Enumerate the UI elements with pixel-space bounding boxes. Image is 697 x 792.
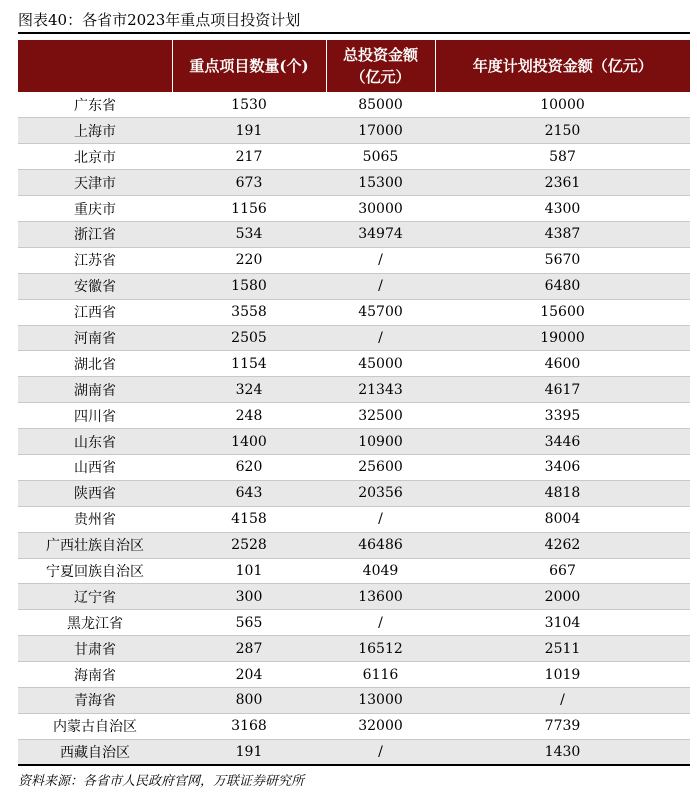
total-investment-cell: / bbox=[326, 273, 435, 299]
project-count-cell: 2528 bbox=[172, 532, 326, 558]
annual-investment-cell: 7739 bbox=[435, 713, 690, 739]
total-investment-cell: 15300 bbox=[326, 170, 435, 196]
total-investment-cell: 32000 bbox=[326, 713, 435, 739]
total-investment-cell: / bbox=[326, 325, 435, 351]
table-row bbox=[18, 713, 690, 739]
total-investment-cell: 4049 bbox=[326, 558, 435, 584]
annual-investment-cell: 667 bbox=[435, 558, 690, 584]
project-count-cell: 217 bbox=[172, 144, 326, 170]
total-investment-cell: 85000 bbox=[326, 92, 435, 118]
region-cell: 江西省 bbox=[18, 299, 172, 325]
annual-investment-cell: 2511 bbox=[435, 636, 690, 662]
annual-investment-cell: 4262 bbox=[435, 532, 690, 558]
annual-investment-cell: 10000 bbox=[435, 92, 690, 118]
region-cell: 江苏省 bbox=[18, 247, 172, 273]
region-cell: 四川省 bbox=[18, 403, 172, 429]
annual-investment-cell: 4300 bbox=[435, 196, 690, 222]
total-investment-cell: / bbox=[326, 247, 435, 273]
table-row bbox=[18, 454, 690, 480]
investment-table bbox=[18, 40, 690, 766]
project-count-cell: 620 bbox=[172, 454, 326, 480]
region-cell: 北京市 bbox=[18, 144, 172, 170]
project-count-cell: 204 bbox=[172, 662, 326, 688]
total-investment-cell: 17000 bbox=[326, 118, 435, 144]
region-cell: 黑龙江省 bbox=[18, 610, 172, 636]
annual-investment-cell: 6480 bbox=[435, 273, 690, 299]
column-header-region bbox=[18, 40, 172, 92]
region-cell: 山东省 bbox=[18, 429, 172, 455]
annual-investment-cell: / bbox=[435, 687, 690, 713]
project-count-cell: 1580 bbox=[172, 273, 326, 299]
annual-investment-cell: 4818 bbox=[435, 480, 690, 506]
annual-investment-cell: 587 bbox=[435, 144, 690, 170]
region-cell: 西藏自治区 bbox=[18, 739, 172, 765]
table-row bbox=[18, 558, 690, 584]
table-row bbox=[18, 92, 690, 118]
annual-investment-cell: 4600 bbox=[435, 351, 690, 377]
table-row bbox=[18, 506, 690, 532]
project-count-cell: 191 bbox=[172, 118, 326, 144]
project-count-cell: 300 bbox=[172, 584, 326, 610]
table-row bbox=[18, 351, 690, 377]
total-investment-cell: 34974 bbox=[326, 221, 435, 247]
total-investment-cell: / bbox=[326, 739, 435, 765]
region-cell: 陕西省 bbox=[18, 480, 172, 506]
column-header-total-investment: 总投资金额（亿元） bbox=[326, 40, 435, 92]
project-count-cell: 673 bbox=[172, 170, 326, 196]
region-cell: 内蒙古自治区 bbox=[18, 713, 172, 739]
table-row bbox=[18, 480, 690, 506]
region-cell: 广西壮族自治区 bbox=[18, 532, 172, 558]
total-investment-cell: 13600 bbox=[326, 584, 435, 610]
table-row bbox=[18, 325, 690, 351]
total-investment-cell: / bbox=[326, 610, 435, 636]
region-cell: 辽宁省 bbox=[18, 584, 172, 610]
project-count-cell: 1400 bbox=[172, 429, 326, 455]
total-investment-cell: 16512 bbox=[326, 636, 435, 662]
annual-investment-cell: 1019 bbox=[435, 662, 690, 688]
annual-investment-cell: 2361 bbox=[435, 170, 690, 196]
total-investment-cell: 32500 bbox=[326, 403, 435, 429]
total-investment-cell: 30000 bbox=[326, 196, 435, 222]
project-count-cell: 4158 bbox=[172, 506, 326, 532]
total-investment-cell: 20356 bbox=[326, 480, 435, 506]
region-cell: 海南省 bbox=[18, 662, 172, 688]
table-row bbox=[18, 636, 690, 662]
annual-investment-cell: 19000 bbox=[435, 325, 690, 351]
project-count-cell: 1530 bbox=[172, 92, 326, 118]
table-row bbox=[18, 377, 690, 403]
project-count-cell: 220 bbox=[172, 247, 326, 273]
annual-investment-cell: 3406 bbox=[435, 454, 690, 480]
table-row bbox=[18, 687, 690, 713]
table-row bbox=[18, 221, 690, 247]
region-cell: 浙江省 bbox=[18, 221, 172, 247]
table-row bbox=[18, 403, 690, 429]
table-row bbox=[18, 170, 690, 196]
total-investment-cell: 10900 bbox=[326, 429, 435, 455]
project-count-cell: 534 bbox=[172, 221, 326, 247]
project-count-cell: 643 bbox=[172, 480, 326, 506]
total-investment-cell: / bbox=[326, 506, 435, 532]
table-row bbox=[18, 273, 690, 299]
region-cell: 重庆市 bbox=[18, 196, 172, 222]
project-count-cell: 565 bbox=[172, 610, 326, 636]
region-cell: 山西省 bbox=[18, 454, 172, 480]
annual-investment-cell: 15600 bbox=[435, 299, 690, 325]
table-row bbox=[18, 532, 690, 558]
table-row bbox=[18, 247, 690, 273]
table-body bbox=[18, 92, 690, 765]
table-row bbox=[18, 739, 690, 765]
project-count-cell: 191 bbox=[172, 739, 326, 765]
table-row bbox=[18, 429, 690, 455]
region-cell: 湖北省 bbox=[18, 351, 172, 377]
region-cell: 河南省 bbox=[18, 325, 172, 351]
project-count-cell: 248 bbox=[172, 403, 326, 429]
annual-investment-cell: 5670 bbox=[435, 247, 690, 273]
annual-investment-cell: 8004 bbox=[435, 506, 690, 532]
project-count-cell: 324 bbox=[172, 377, 326, 403]
region-cell: 安徽省 bbox=[18, 273, 172, 299]
source-note: 资料来源：各省市人民政府官网，万联证券研究所 bbox=[18, 774, 305, 789]
region-cell: 湖南省 bbox=[18, 377, 172, 403]
total-investment-cell: 45000 bbox=[326, 351, 435, 377]
table-row bbox=[18, 299, 690, 325]
annual-investment-cell: 1430 bbox=[435, 739, 690, 765]
annual-investment-cell: 3446 bbox=[435, 429, 690, 455]
annual-investment-cell: 2150 bbox=[435, 118, 690, 144]
project-count-cell: 101 bbox=[172, 558, 326, 584]
total-investment-cell: 21343 bbox=[326, 377, 435, 403]
total-investment-cell: 25600 bbox=[326, 454, 435, 480]
project-count-cell: 3558 bbox=[172, 299, 326, 325]
project-count-cell: 3168 bbox=[172, 713, 326, 739]
total-investment-cell: 6116 bbox=[326, 662, 435, 688]
annual-investment-cell: 4387 bbox=[435, 221, 690, 247]
annual-investment-cell: 4617 bbox=[435, 377, 690, 403]
region-cell: 上海市 bbox=[18, 118, 172, 144]
table-title-bar bbox=[18, 6, 690, 34]
table-row bbox=[18, 144, 690, 170]
region-cell: 宁夏回族自治区 bbox=[18, 558, 172, 584]
annual-investment-cell: 3104 bbox=[435, 610, 690, 636]
table-row bbox=[18, 584, 690, 610]
project-count-cell: 287 bbox=[172, 636, 326, 662]
region-cell: 贵州省 bbox=[18, 506, 172, 532]
column-header-project-count: 重点项目数量(个) bbox=[172, 40, 326, 92]
table-row bbox=[18, 118, 690, 144]
region-cell: 甘肃省 bbox=[18, 636, 172, 662]
table-title: 图表40：各省市2023年重点项目投资计划 bbox=[18, 10, 301, 29]
annual-investment-cell: 2000 bbox=[435, 584, 690, 610]
table-row bbox=[18, 196, 690, 222]
region-cell: 天津市 bbox=[18, 170, 172, 196]
total-investment-cell: 5065 bbox=[326, 144, 435, 170]
total-investment-cell: 45700 bbox=[326, 299, 435, 325]
annual-investment-cell: 3395 bbox=[435, 403, 690, 429]
project-count-cell: 800 bbox=[172, 687, 326, 713]
project-count-cell: 1156 bbox=[172, 196, 326, 222]
column-header-annual-investment: 年度计划投资金额（亿元） bbox=[435, 40, 690, 92]
region-cell: 青海省 bbox=[18, 687, 172, 713]
region-cell: 广东省 bbox=[18, 92, 172, 118]
total-investment-cell: 46486 bbox=[326, 532, 435, 558]
table-row bbox=[18, 610, 690, 636]
table-row bbox=[18, 662, 690, 688]
project-count-cell: 1154 bbox=[172, 351, 326, 377]
project-count-cell: 2505 bbox=[172, 325, 326, 351]
header-row bbox=[18, 40, 690, 92]
total-investment-cell: 13000 bbox=[326, 687, 435, 713]
